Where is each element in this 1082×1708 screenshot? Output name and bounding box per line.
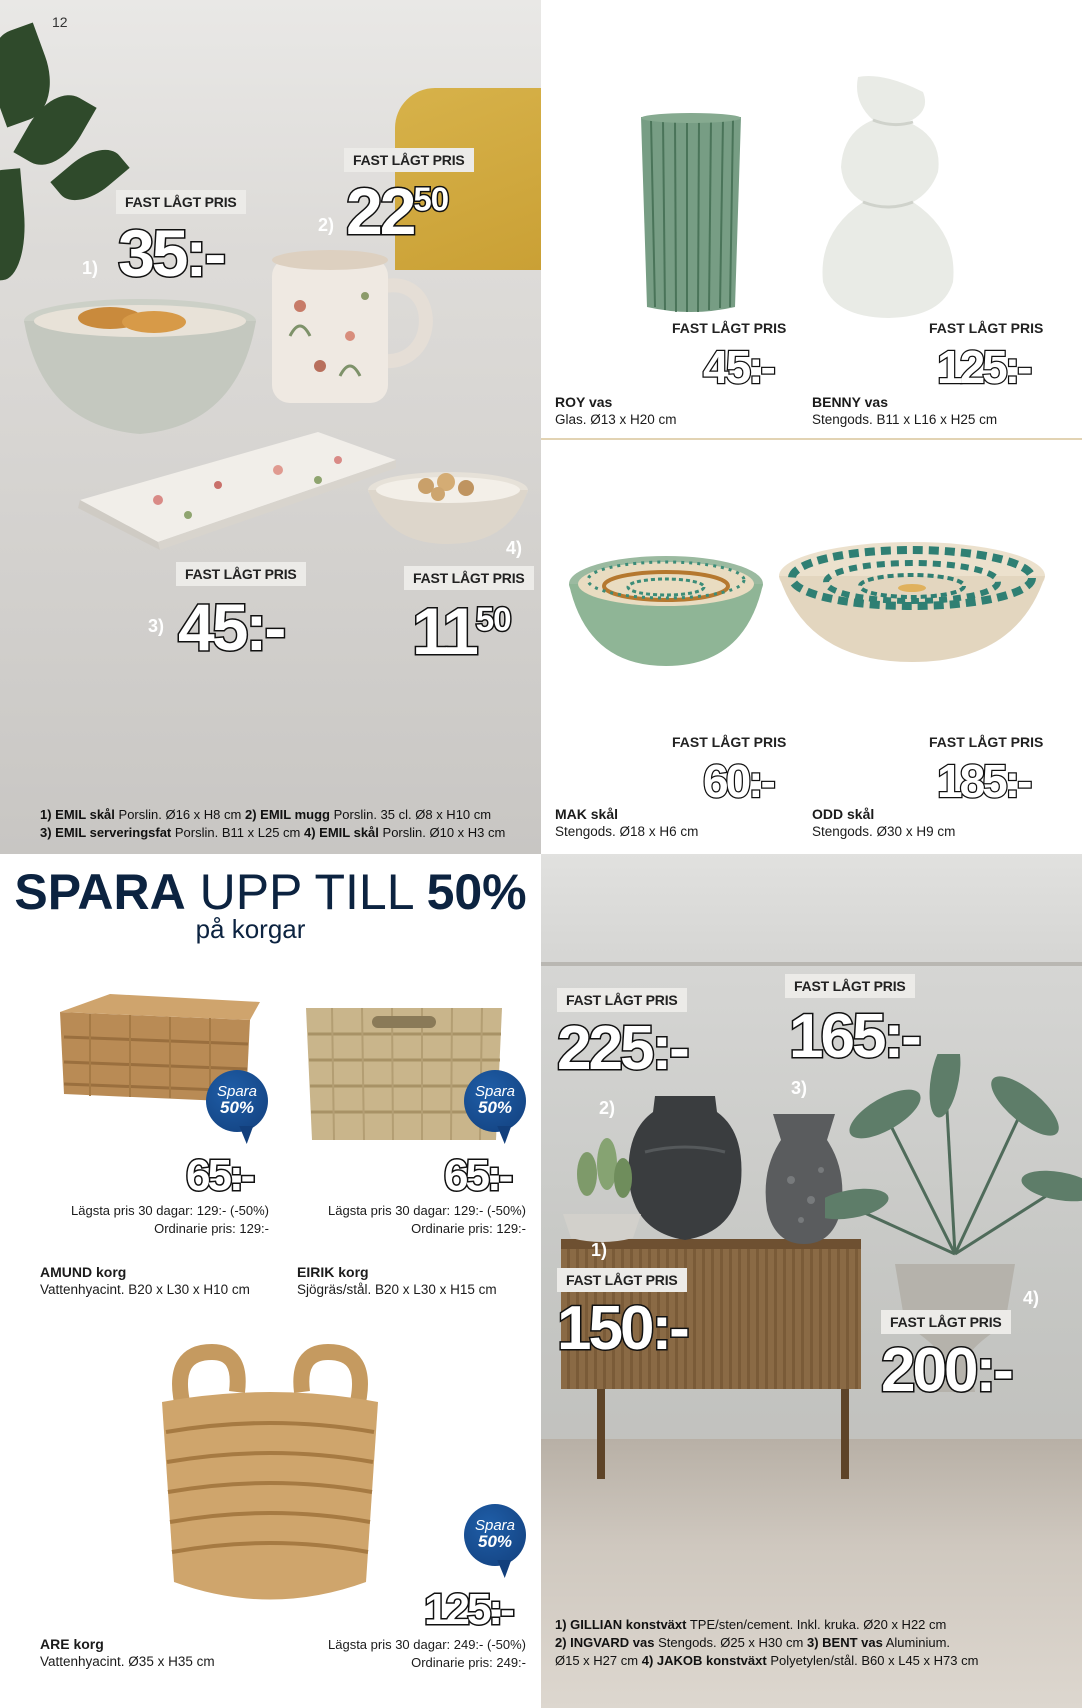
emil-mug-image — [270, 246, 445, 406]
fast-lagt-pris-tag: FAST LÅGT PRIS — [176, 562, 306, 586]
price-emil-plate: 45:- — [178, 590, 284, 664]
fast-lagt-pris-tag: FAST LÅGT PRIS — [557, 1268, 687, 1292]
sideboard-leg — [597, 1389, 605, 1479]
gillian-plant-image — [557, 1134, 647, 1244]
section-divider — [541, 438, 1082, 440]
fast-lagt-pris-tag: FAST LÅGT PRIS — [672, 320, 787, 336]
product-name-odd: ODD skål — [812, 806, 875, 822]
eirik-price-info: Lägsta pris 30 dagar: 129:- (-50%) Ordinarie pris: 129:- — [328, 1203, 526, 1236]
product-marker: 4) — [506, 538, 523, 558]
emil-serving-plate-image — [78, 430, 398, 550]
fast-lagt-pris-tag: FAST LÅGT PRIS — [557, 988, 687, 1012]
fast-lagt-pris-tag: FAST LÅGT PRIS — [785, 974, 915, 998]
are-basket-image — [152, 1342, 388, 1612]
roy-vase-image — [631, 112, 751, 317]
price-emil-mug: $22^{50}$ — [346, 174, 449, 248]
product-marker: 1) — [82, 258, 99, 278]
fast-lagt-pris-tag: FAST LÅGT PRIS — [672, 734, 787, 750]
wall-stripe — [541, 962, 1082, 966]
product-name-amund: AMUND korg — [40, 1264, 127, 1280]
fast-lagt-pris-tag: FAST LÅGT PRIS — [929, 734, 1044, 750]
product-name-mak: MAK skål — [555, 806, 619, 822]
plant-leaf — [0, 168, 30, 282]
product-marker: 2) — [318, 215, 335, 235]
spara-50-badge: Spara 50% — [206, 1070, 268, 1132]
product-desc-benny: Stengods. B11 x L16 x H25 cm — [812, 412, 998, 427]
product-desc-amund: Vattenhyacint. B20 x L30 x H10 cm — [40, 1282, 250, 1297]
product-marker: 3) — [148, 616, 165, 636]
fast-lagt-pris-tag: FAST LÅGT PRIS — [116, 190, 246, 214]
product-name-eirik: EIRIK korg — [297, 1264, 369, 1280]
baskets-panel — [0, 854, 541, 1708]
sideboard-leg — [841, 1389, 849, 1479]
fast-lagt-pris-tag: FAST LÅGT PRIS — [404, 566, 534, 590]
price-emil-small-bowl: $11^{50}$ — [412, 594, 511, 668]
product-marker: 2) — [599, 1098, 616, 1118]
price-ingvard: 225:- — [557, 1014, 687, 1083]
price-bent: 165:- — [789, 1002, 919, 1071]
emil-caption: 1) EMIL skål Porslin. Ø16 x H8 cm 2) EMIL mugg Porslin. 35 cl. Ø8 x H10 cm 3) EMIL serveringsfat Porslin. B11 x L25 cm 4) EMIL skål Porslin. Ø10 x H3 cm — [40, 807, 506, 840]
price-are: 125:- — [424, 1585, 512, 1634]
price-mak: 60:- — [703, 755, 773, 807]
product-desc-are: Vattenhyacint. Ø35 x H35 cm — [40, 1654, 215, 1669]
plants-caption: 1) GILLIAN konstväxt TPE/sten/cement. Inkl. kruka. Ø20 x H22 cm 2) INGVARD vas Stengods. Ø25 x H30 cm 3) BENT vas Aluminium. Ø15 x H27 cm 4) JAKOB konstväxt Polyetylen/stål. B60 x L45 x H73 cm — [555, 1617, 979, 1668]
fast-lagt-pris-tag: FAST LÅGT PRIS — [344, 148, 474, 172]
price-gillian: 150:- — [557, 1294, 687, 1363]
fast-lagt-pris-tag: FAST LÅGT PRIS — [929, 320, 1044, 336]
price-eirik: 65:- — [444, 1151, 511, 1200]
fast-lagt-pris-tag: FAST LÅGT PRIS — [881, 1310, 1011, 1334]
mak-bowl-image — [567, 554, 765, 668]
product-marker: 4) — [1023, 1288, 1040, 1308]
are-price-info: Lägsta pris 30 dagar: 249:- (-50%) Ordinarie pris: 249:- — [328, 1637, 526, 1670]
product-desc-odd: Stengods. Ø30 x H9 cm — [812, 824, 956, 839]
sale-subheadline: på korgar — [195, 914, 306, 944]
spara-50-badge: Spara 50% — [464, 1504, 526, 1566]
price-amund: 65:- — [186, 1151, 253, 1200]
price-benny: 125:- — [937, 341, 1030, 393]
price-roy: 45:- — [703, 341, 773, 393]
product-marker: 3) — [791, 1078, 808, 1098]
benny-vase-image — [813, 72, 963, 320]
price-emil-bowl: 35:- — [118, 216, 224, 290]
emil-bowl-image — [22, 296, 258, 436]
product-name-are: ARE korg — [40, 1636, 104, 1652]
price-odd: 185:- — [937, 755, 1030, 807]
product-marker: 1) — [591, 1240, 608, 1260]
price-jakob: 200:- — [881, 1336, 1011, 1405]
amund-price-info: Lägsta pris 30 dagar: 129:- (-50%) Ordinarie pris: 129:- — [71, 1203, 269, 1236]
spara-50-badge: Spara 50% — [464, 1070, 526, 1132]
product-desc-roy: Glas. Ø13 x H20 cm — [555, 412, 677, 427]
plants-vases-photo-panel — [541, 854, 1082, 1708]
vases-bowls-panel — [541, 0, 1082, 854]
page-number: 12 — [52, 14, 68, 30]
emil-small-bowl-image — [366, 468, 530, 546]
odd-bowl-image — [777, 540, 1047, 664]
product-desc-mak: Stengods. Ø18 x H6 cm — [555, 824, 699, 839]
product-desc-eirik: Sjögräs/stål. B20 x L30 x H15 cm — [297, 1282, 497, 1297]
product-name-benny: BENNY vas — [812, 394, 889, 410]
sale-headline: SPARA UPP TILL 50% — [14, 864, 527, 920]
emil-photo-panel — [0, 0, 541, 854]
product-name-roy: ROY vas — [555, 394, 613, 410]
